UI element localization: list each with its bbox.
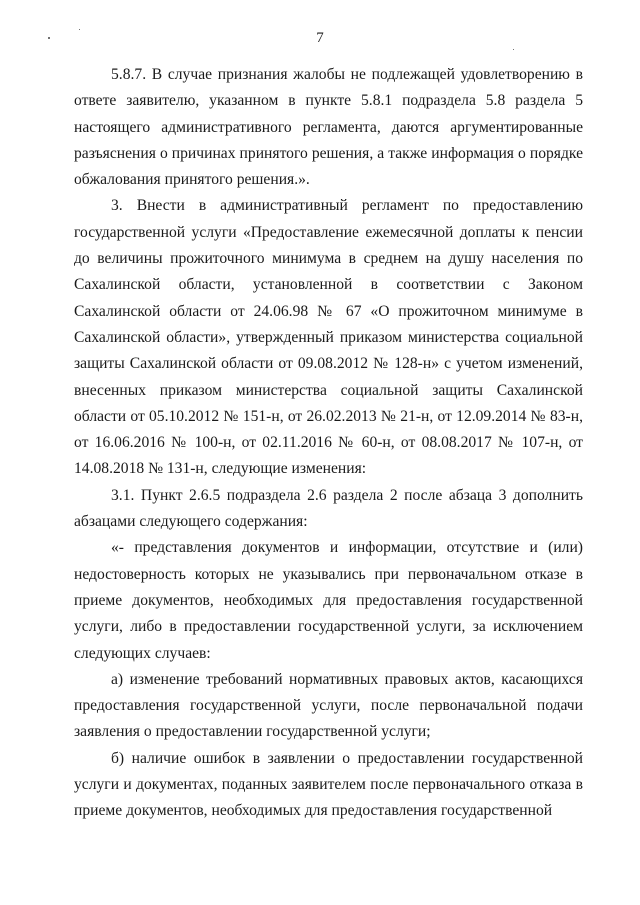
scan-speck: [513, 49, 514, 50]
paragraph-item-a: а) изменение требований нормативных правовых актов, касающихся предоставления государственной услуги, после первоначальной подачи заявления о предоставлении государственной услуги;: [74, 670, 583, 741]
paragraph-amendment-3-1: 3.1. Пункт 2.6.5 подраздела 2.6 раздела 2 после абзаца 3 дополнить абзацами следующего содержания:: [74, 486, 583, 531]
paragraph-5-8-7: 5.8.7. В случае признания жалобы не подлежащей удовлетворению в ответе заявителю, указанном в пункте 5.8.1 подраздела 5.8 раздела 5 настоящего административного регламента, даются аргументированные разъяснения о причинах принятого решения, а также информация о порядке обжалования принятого решения.».: [74, 66, 583, 189]
paragraph-quoted-addition: «- представления документов и информации, отсутствие и (или) недостоверность которых не указывались при первоначальном отказе в приеме документов, необходимых для предоставления государственной услуги, либо в предоставлении государственной услуги, за исключением следующих случаев:: [74, 539, 583, 662]
paragraph-item-b: б) наличие ошибок в заявлении о предоставлении государственной услуги и документах, поданных заявителем после первоначального отказа в приеме документов, необходимых для предоставления государственной: [74, 749, 583, 820]
page-number: 7: [316, 30, 324, 46]
paragraph-amendment-3: 3. Внести в административный регламент по предоставлению государственной услуги «Предоставление ежемесячной доплаты к пенсии до величины прожиточного минимума в среднем на душу населения по Сахалинской области, установленной в соответствии с Законом Сахалинской области от 24.06.98 № 67 «О прожиточном минимуме в Сахалинской области», утвержденный приказом министерства социальной защиты Сахалинской области от 09.08.2012 № 128-н» с учетом изменений, внесенных приказом министерства социальной защиты Сахалинской области от 05.10.2012 № 151-н, от 26.02.2013 № 21-н, от 12.09.2014 № 83-н, от 16.06.2016 № 100-н, от 02.11.2016 № 60-н, от 08.08.2017 № 107-н, от 14.08.2018 № 131-н, следующие изменения:: [74, 197, 583, 478]
scan-speck: [48, 37, 50, 39]
document-body: [74, 62, 583, 825]
scan-speck: [79, 29, 80, 30]
